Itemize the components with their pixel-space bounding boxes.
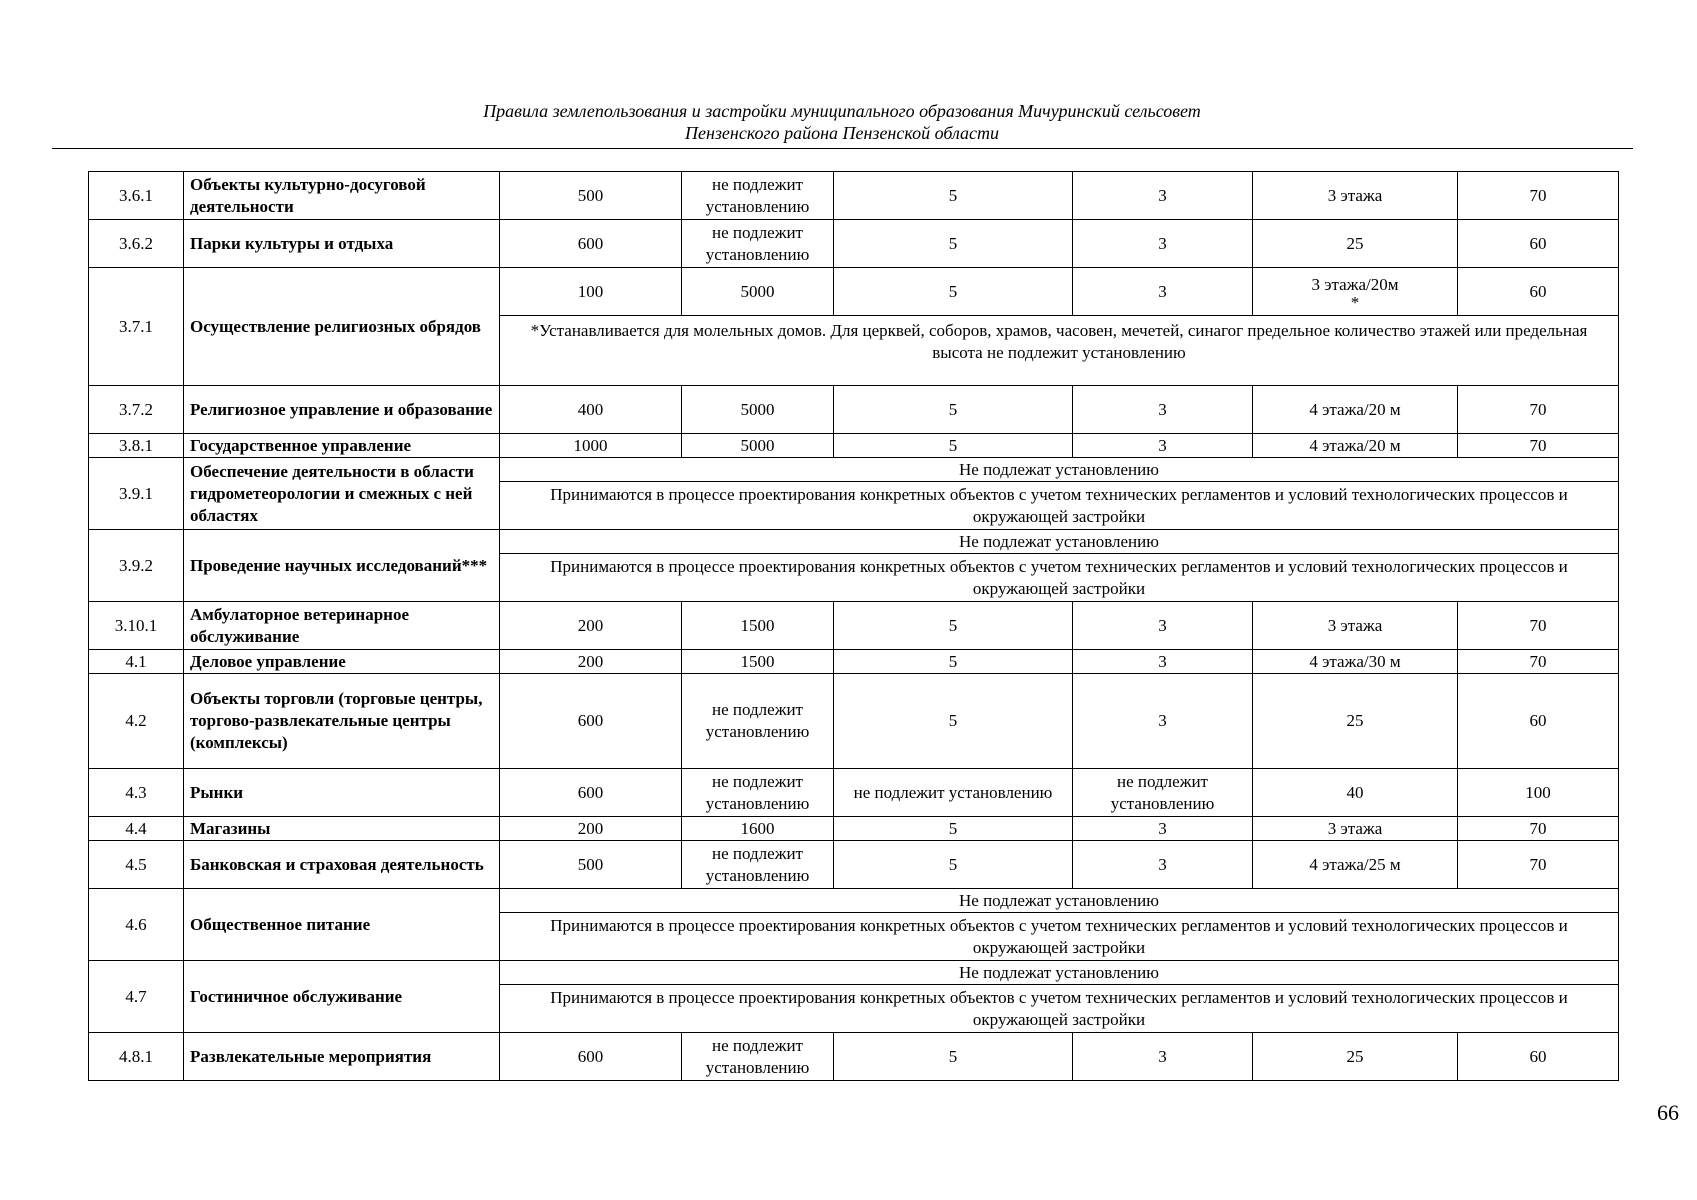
table-row xyxy=(89,434,1619,458)
cell-value: 200 xyxy=(500,817,682,841)
cell-value: 5000 xyxy=(682,386,834,434)
cell-value: 5 xyxy=(834,841,1073,889)
row-name: Обеспечение деятельности в области гидрометеорологии и смежных с ней областях xyxy=(184,458,500,530)
cell-value: 4 этажа/25 м xyxy=(1253,841,1458,889)
row-name: Религиозное управление и образование xyxy=(184,386,500,434)
cell-value: не подлежит установлению xyxy=(1073,769,1253,817)
row-code: 3.9.2 xyxy=(89,530,184,602)
row-name: Объекты торговли (торговые центры, торгово-развлекательные центры (комплексы) xyxy=(184,674,500,769)
cell-value: 5000 xyxy=(682,268,834,316)
cell-value: не подлежит установлению xyxy=(682,172,834,220)
cell-value: 3 xyxy=(1073,650,1253,674)
cell-value: 70 xyxy=(1458,650,1619,674)
cell-value: 3 xyxy=(1073,434,1253,458)
row-name: Рынки xyxy=(184,769,500,817)
row-code: 4.8.1 xyxy=(89,1033,184,1081)
row-code: 4.2 xyxy=(89,674,184,769)
row-code: 4.7 xyxy=(89,961,184,1033)
cell-value: 100 xyxy=(1458,769,1619,817)
cell-value: 5 xyxy=(834,434,1073,458)
cell-value: 60 xyxy=(1458,220,1619,268)
cell-value: 1500 xyxy=(682,650,834,674)
cell-value: 5 xyxy=(834,674,1073,769)
cell-value: 70 xyxy=(1458,386,1619,434)
not-subject-note: Не подлежат установлению xyxy=(500,530,1619,554)
not-subject-note: Не подлежат установлению xyxy=(500,889,1619,913)
cell-value: 70 xyxy=(1458,817,1619,841)
cell-value: 1600 xyxy=(682,817,834,841)
design-process-note: Принимаются в процессе проектирования конкретных объектов с учетом технических регламентов и условий технологических процессов и окружающей застройки xyxy=(500,985,1619,1033)
table-row xyxy=(89,817,1619,841)
header-line-1: Правила землепользования и застройки муниципального образования Мичуринский сельсовет xyxy=(483,101,1201,121)
row-name: Осуществление религиозных обрядов xyxy=(184,268,500,386)
row-code: 3.8.1 xyxy=(89,434,184,458)
cell-value: 5 xyxy=(834,172,1073,220)
row-code: 3.7.1 xyxy=(89,268,184,386)
row-code: 3.9.1 xyxy=(89,458,184,530)
design-process-note: Принимаются в процессе проектирования конкретных объектов с учетом технических регламентов и условий технологических процессов и окружающей застройки xyxy=(500,482,1619,530)
cell-value: не подлежит установлению xyxy=(682,769,834,817)
cell-value: 5 xyxy=(834,817,1073,841)
cell-value: 3 xyxy=(1073,220,1253,268)
table-row xyxy=(89,889,1619,913)
header-line-2: Пензенского района Пензенской области xyxy=(684,123,1000,143)
cell-value: 200 xyxy=(500,650,682,674)
not-subject-note: Не подлежат установлению xyxy=(500,458,1619,482)
cell-value: не подлежит установлению xyxy=(682,220,834,268)
cell-value: 600 xyxy=(500,220,682,268)
cell-value: 1500 xyxy=(682,602,834,650)
cell-value: 600 xyxy=(500,1033,682,1081)
row-name: Проведение научных исследований*** xyxy=(184,530,500,602)
row-code: 3.6.1 xyxy=(89,172,184,220)
not-subject-note: Не подлежат установлению xyxy=(500,961,1619,985)
cell-value: 3 xyxy=(1073,817,1253,841)
cell-value: 5 xyxy=(834,602,1073,650)
header-divider xyxy=(52,148,1633,149)
row-name: Государственное управление xyxy=(184,434,500,458)
cell-value: 70 xyxy=(1458,602,1619,650)
table-row xyxy=(89,961,1619,985)
cell-value: 500 xyxy=(500,172,682,220)
cell-value: 3 этажа xyxy=(1253,817,1458,841)
row-name: Парки культуры и отдыха xyxy=(184,220,500,268)
cell-value: 5 xyxy=(834,1033,1073,1081)
row-name: Амбулаторное ветеринарное обслуживание xyxy=(184,602,500,650)
row-name: Объекты культурно-досуговой деятельности xyxy=(184,172,500,220)
row-code: 4.1 xyxy=(89,650,184,674)
cell-value: 600 xyxy=(500,674,682,769)
cell-value: 3 xyxy=(1073,1033,1253,1081)
cell-value: 70 xyxy=(1458,841,1619,889)
cell-value: 5 xyxy=(834,268,1073,316)
cell-value: 1000 xyxy=(500,434,682,458)
table-row xyxy=(89,220,1619,268)
cell-value: 3 xyxy=(1073,674,1253,769)
cell-value: 400 xyxy=(500,386,682,434)
row-code: 3.6.2 xyxy=(89,220,184,268)
cell-value: 40 xyxy=(1253,769,1458,817)
cell-value: 60 xyxy=(1458,268,1619,316)
row-name: Развлекательные мероприятия xyxy=(184,1033,500,1081)
cell-value: 3 xyxy=(1073,602,1253,650)
cell-value: 600 xyxy=(500,769,682,817)
cell-value: 25 xyxy=(1253,674,1458,769)
table-row xyxy=(89,458,1619,482)
cell-value: 70 xyxy=(1458,434,1619,458)
cell-value: 3 xyxy=(1073,268,1253,316)
cell-value: не подлежит установлению xyxy=(682,841,834,889)
cell-value: 3 этажа xyxy=(1253,172,1458,220)
cell-value: 500 xyxy=(500,841,682,889)
row-name: Магазины xyxy=(184,817,500,841)
row-name: Деловое управление xyxy=(184,650,500,674)
row-name: Банковская и страховая деятельность xyxy=(184,841,500,889)
cell-value: 3 xyxy=(1073,841,1253,889)
row-name: Гостиничное обслуживание xyxy=(184,961,500,1033)
cell-value xyxy=(1253,268,1458,316)
row-code: 4.4 xyxy=(89,817,184,841)
cell-value: не подлежит установлению xyxy=(834,769,1073,817)
land-use-parameters-table xyxy=(88,171,1619,1081)
cell-value: не подлежит установлению xyxy=(682,1033,834,1081)
document-header xyxy=(52,100,1632,144)
cell-value: 5 xyxy=(834,220,1073,268)
cell-value: 25 xyxy=(1253,1033,1458,1081)
table-row xyxy=(89,1033,1619,1081)
cell-value: 25 xyxy=(1253,220,1458,268)
table-row xyxy=(89,769,1619,817)
cell-value: 60 xyxy=(1458,1033,1619,1081)
table-row xyxy=(89,530,1619,554)
table-row xyxy=(89,650,1619,674)
table-row xyxy=(89,172,1619,220)
row-code: 3.7.2 xyxy=(89,386,184,434)
cell-value: 3 этажа xyxy=(1253,602,1458,650)
religious-note: *Устанавливается для молельных домов. Для церквей, соборов, храмов, часовен, мечетей, синагог предельное количество этажей или предельная высота не подлежит установлению xyxy=(500,316,1619,386)
cell-value: 5000 xyxy=(682,434,834,458)
cell-value: 3 xyxy=(1073,172,1253,220)
row-code: 3.10.1 xyxy=(89,602,184,650)
height-limit: 3 этажа/20м xyxy=(1311,274,1399,294)
design-process-note: Принимаются в процессе проектирования конкретных объектов с учетом технических регламентов и условий технологических процессов и окружающей застройки xyxy=(500,913,1619,961)
table-row xyxy=(89,602,1619,650)
row-code: 4.3 xyxy=(89,769,184,817)
table-row xyxy=(89,674,1619,769)
row-code: 4.5 xyxy=(89,841,184,889)
table-row xyxy=(89,386,1619,434)
cell-value: 5 xyxy=(834,650,1073,674)
table-row xyxy=(89,841,1619,889)
cell-value: 60 xyxy=(1458,674,1619,769)
row-code: 4.6 xyxy=(89,889,184,961)
cell-value: 4 этажа/20 м xyxy=(1253,434,1458,458)
cell-value: 3 xyxy=(1073,386,1253,434)
design-process-note: Принимаются в процессе проектирования конкретных объектов с учетом технических регламентов и условий технологических процессов и окружающей застройки xyxy=(500,554,1619,602)
footnote-marker: * xyxy=(1350,292,1360,312)
cell-value: 4 этажа/30 м xyxy=(1253,650,1458,674)
page-number: 66 xyxy=(1657,1100,1679,1125)
cell-value: не подлежит установлению xyxy=(682,674,834,769)
cell-value: 70 xyxy=(1458,172,1619,220)
cell-value: 100 xyxy=(500,268,682,316)
cell-value: 4 этажа/20 м xyxy=(1253,386,1458,434)
cell-value: 5 xyxy=(834,386,1073,434)
row-name: Общественное питание xyxy=(184,889,500,961)
cell-value: 200 xyxy=(500,602,682,650)
table-row xyxy=(89,268,1619,316)
